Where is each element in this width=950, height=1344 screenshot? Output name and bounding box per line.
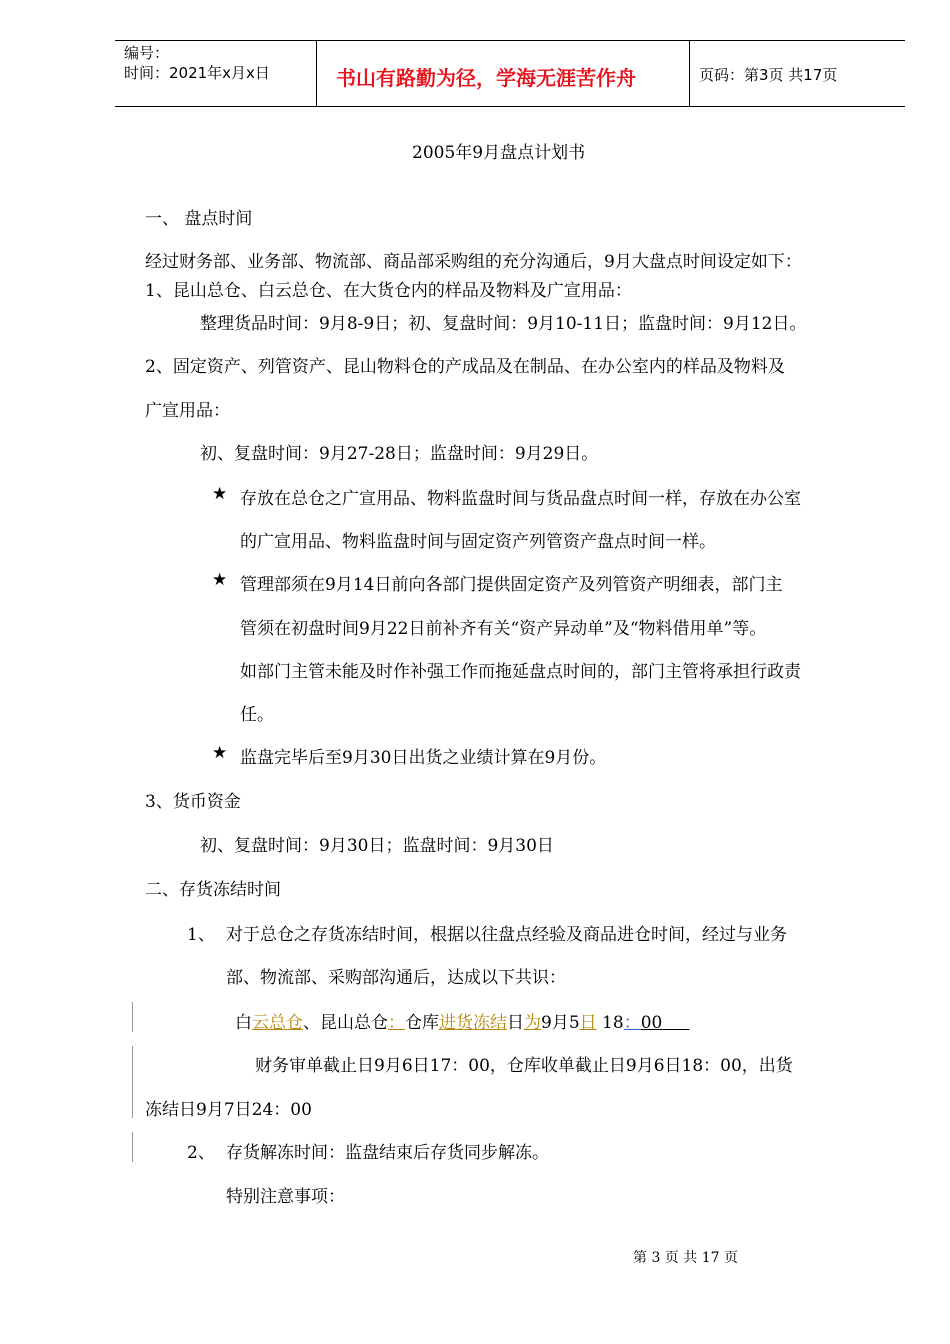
note3: 监盘完毕后至9月30日出货之业绩计算在9月份。 (240, 748, 607, 768)
revision-bar (132, 1046, 133, 1118)
section1-item2-times: 初、复盘时间：9月27-28日；监盘时间：9月29日。 (200, 444, 599, 464)
section2-p1-line1: 对于总仓之存货冻结时间，根据以往盘点经验及商品进仓时间，经过与业务 (226, 925, 787, 945)
note1-line2: 的广宣用品、物料监盘时间与固定资产列管资产盘点时间一样。 (240, 532, 716, 552)
note1-line1: 存放在总仓之广宣用品、物料监盘时间与货品盘点时间一样，存放在办公室 (240, 489, 801, 509)
section2-p1-line2: 部、物流部、采购部沟通后，达成以下共识： (226, 968, 566, 988)
note2-line2: 管须在初盘时间9月22日前补齐有关“资产异动单”及“物料借用单”等。 (240, 619, 767, 639)
revision-bar (132, 1132, 133, 1162)
section1-item3: 3、货币资金 (145, 792, 241, 812)
section1-item1: 1、昆山总仓、白云总仓、在大货仓内的样品及物料及广宣用品： (145, 281, 632, 301)
header-time-label: 时间：2021年x月x日 (124, 64, 270, 82)
section1-item2-line1: 2、固定资产、列管资产、昆山物料仓的产成品及在制品、在办公室内的样品及物料及 (145, 357, 785, 377)
section2-p2-text: 存货解冻时间：监盘结束后存货同步解冻。 (226, 1143, 549, 1163)
section2-p2-number: 2、 (187, 1143, 215, 1163)
header-motto: 书山有路勤为径，学海无涯苦作舟 (336, 66, 636, 90)
cutoff-line1: 财务审单截止日9月6日17：00，仓库收单截止日9月6日18：00，出货 (255, 1056, 793, 1076)
section1-item1-times: 整理货品时间：9月8-9日；初、复盘时间：9月10-11日；监盘时间：9月12日。 (200, 314, 807, 334)
star-bullet-icon: ★ (212, 743, 228, 763)
note2-line3: 如部门主管未能及时作补强工作而拖延盘点时间的，部门主管将承担行政责 (240, 662, 801, 682)
header-page-label: 页码：第3页 共17页 (699, 66, 838, 84)
document-title: 2005年9月盘点计划书 (412, 143, 586, 163)
note2-line1: 管理部须在9月14日前向各部门提供固定资产及列管资产明细表，部门主 (240, 575, 783, 595)
star-bullet-icon: ★ (212, 484, 228, 504)
section2-heading: 二、存货冻结时间 (145, 880, 281, 900)
header-top-rule (115, 40, 905, 41)
section1-item2-line2: 广宣用品： (145, 401, 230, 421)
section1-intro: 经过财务部、业务部、物流部、商品部采购组的充分沟通后，9月大盘点时间设定如下： (145, 252, 802, 272)
page-footer: 第 3 页 共 17 页 (633, 1250, 738, 1266)
section1-heading: 一、 盘点时间 (145, 209, 253, 229)
header-bottom-rule (115, 106, 905, 107)
cutoff-line2: 冻结日9月7日24：00 (145, 1100, 312, 1120)
freeze-line: 白云总仓、昆山总仓：仓库进货冻结日为9月5日 18：00 (235, 1013, 663, 1033)
header-divider-right (689, 40, 690, 106)
section1-item3-times: 初、复盘时间：9月30日；监盘时间：9月30日 (200, 836, 554, 856)
note2-line4: 任。 (240, 705, 274, 725)
revision-bar (132, 1002, 133, 1032)
special-notes-heading: 特别注意事项： (226, 1187, 345, 1207)
header-divider-left (316, 40, 317, 106)
section2-p1-number: 1、 (187, 925, 215, 945)
header-number-label: 编号： (124, 44, 170, 62)
star-bullet-icon: ★ (212, 570, 228, 590)
